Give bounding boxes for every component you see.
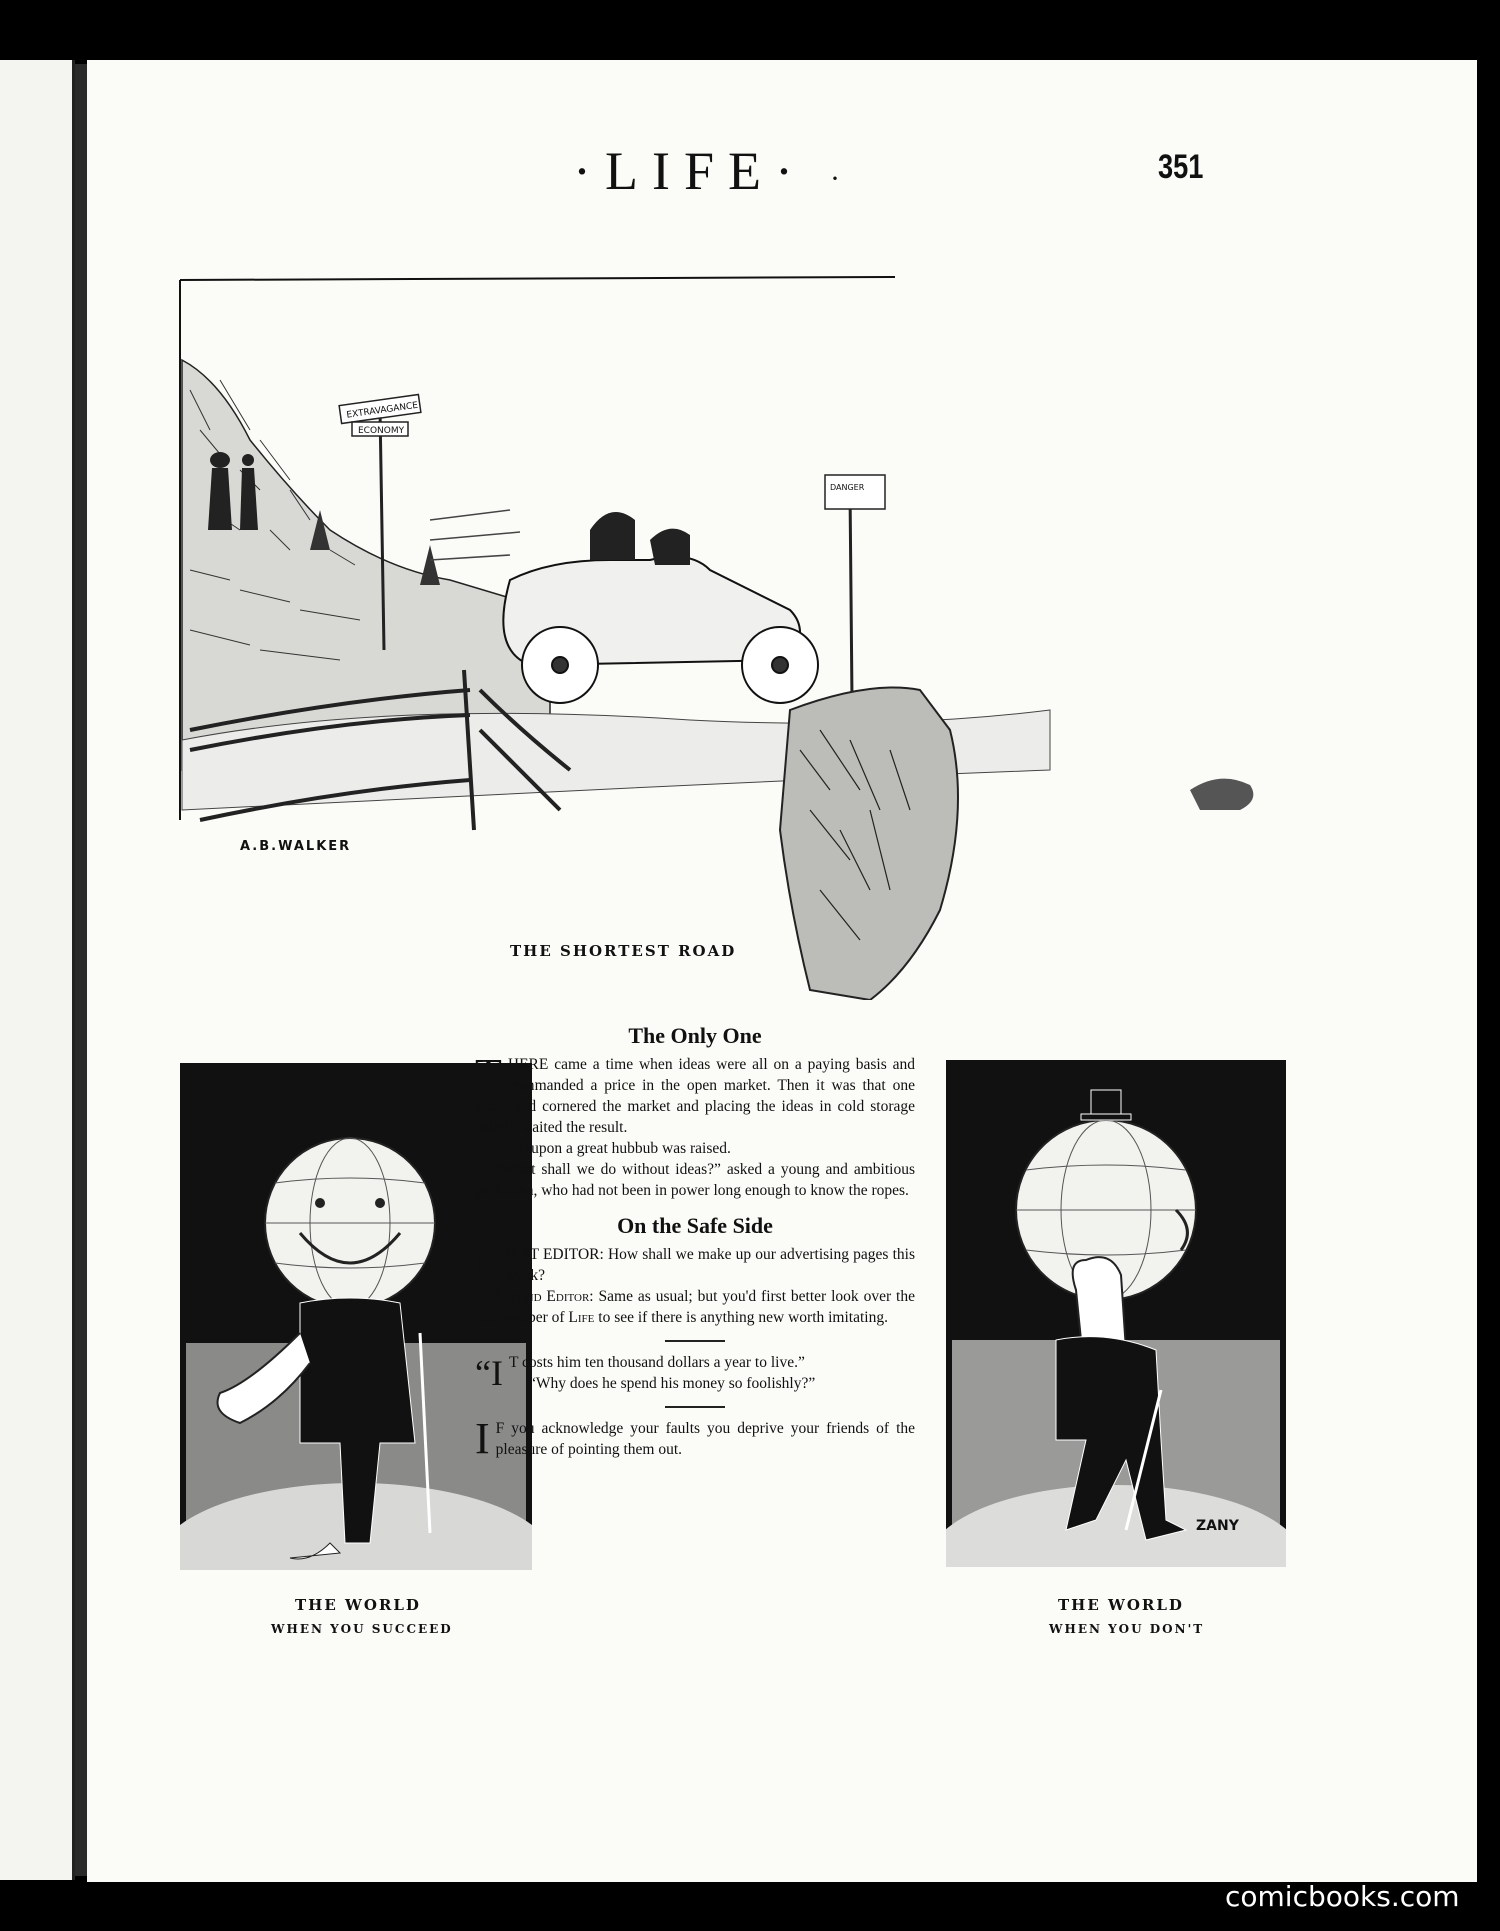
joke2-p1: I F you acknowledge your faults you deprive your friends of the pleasure of pointing them out. (475, 1414, 915, 1463)
divider-rule (665, 1406, 725, 1408)
book-gutter (75, 64, 87, 1876)
walker-signature: A.B.WALKER (240, 839, 352, 854)
zany-signature: ZANY (1196, 1518, 1239, 1534)
masthead: ·LIFE· (573, 141, 807, 201)
shortest-road-illustration (90, 210, 1300, 1000)
joke1-p1: “I T costs him ten thousand dollars a year to live.” (475, 1353, 805, 1393)
drop-cap-quote-i: “I (475, 1353, 503, 1393)
divider-rule (665, 1340, 725, 1342)
article-safe-side-p1: FIRST EDITOR: How shall we make up our advertising pages this week? (475, 1240, 915, 1289)
article-only-one-p2: Thereupon a great hubbub was raised. (495, 1140, 731, 1157)
right-caption-sub: WHEN YOU DON'T (1049, 1622, 1205, 1636)
left-caption-sub: WHEN YOU SUCCEED (271, 1622, 453, 1636)
article-only-one-p3: “What shall we do without ideas?” asked a young and ambitious politician, who had not been in power long enough to know the ropes. (475, 1161, 915, 1199)
joke1-p2: “Why does he spend his money so foolishly?” (528, 1375, 816, 1392)
left-caption-title: THE WORLD (295, 1596, 421, 1614)
article-only-one-title: The Only One (628, 1023, 762, 1048)
drop-cap-f: F (475, 1240, 500, 1289)
world-dont-panel (946, 1060, 1286, 1567)
shortest-road-cartoon (90, 210, 1300, 1000)
sign-extravagance: EXTRAVAGANCE (345, 400, 419, 421)
masthead-dot: · (830, 162, 840, 195)
watermark: comicbooks.com (1225, 1880, 1460, 1913)
drop-cap-t: T (475, 1050, 502, 1099)
article-only-one-p1: THERE came a time when ideas were all on a paying basis and commanded a price in the open market. Then it was that one arose and cornered the market and placing the ideas in cold storage calmly waited the result. (475, 1050, 915, 1136)
page-number: 351 (1158, 148, 1204, 186)
article-safe-side-p2: Second Editor: Same as usual; but you'd first better look over the last number of Life to see if there is anything new worth imitating. (475, 1288, 915, 1326)
sign-danger: DANGER (830, 483, 865, 492)
drop-cap-i: I (475, 1414, 490, 1463)
text-column (475, 1023, 915, 1463)
facing-page-edge (0, 60, 75, 1880)
shortest-road-caption: THE SHORTEST ROAD (510, 942, 737, 960)
article-safe-side-title: On the Safe Side (617, 1213, 773, 1238)
right-caption-title: THE WORLD (1058, 1596, 1184, 1614)
world-dont-illustration (946, 1060, 1286, 1567)
sign-economy: ECONOMY (358, 426, 405, 436)
